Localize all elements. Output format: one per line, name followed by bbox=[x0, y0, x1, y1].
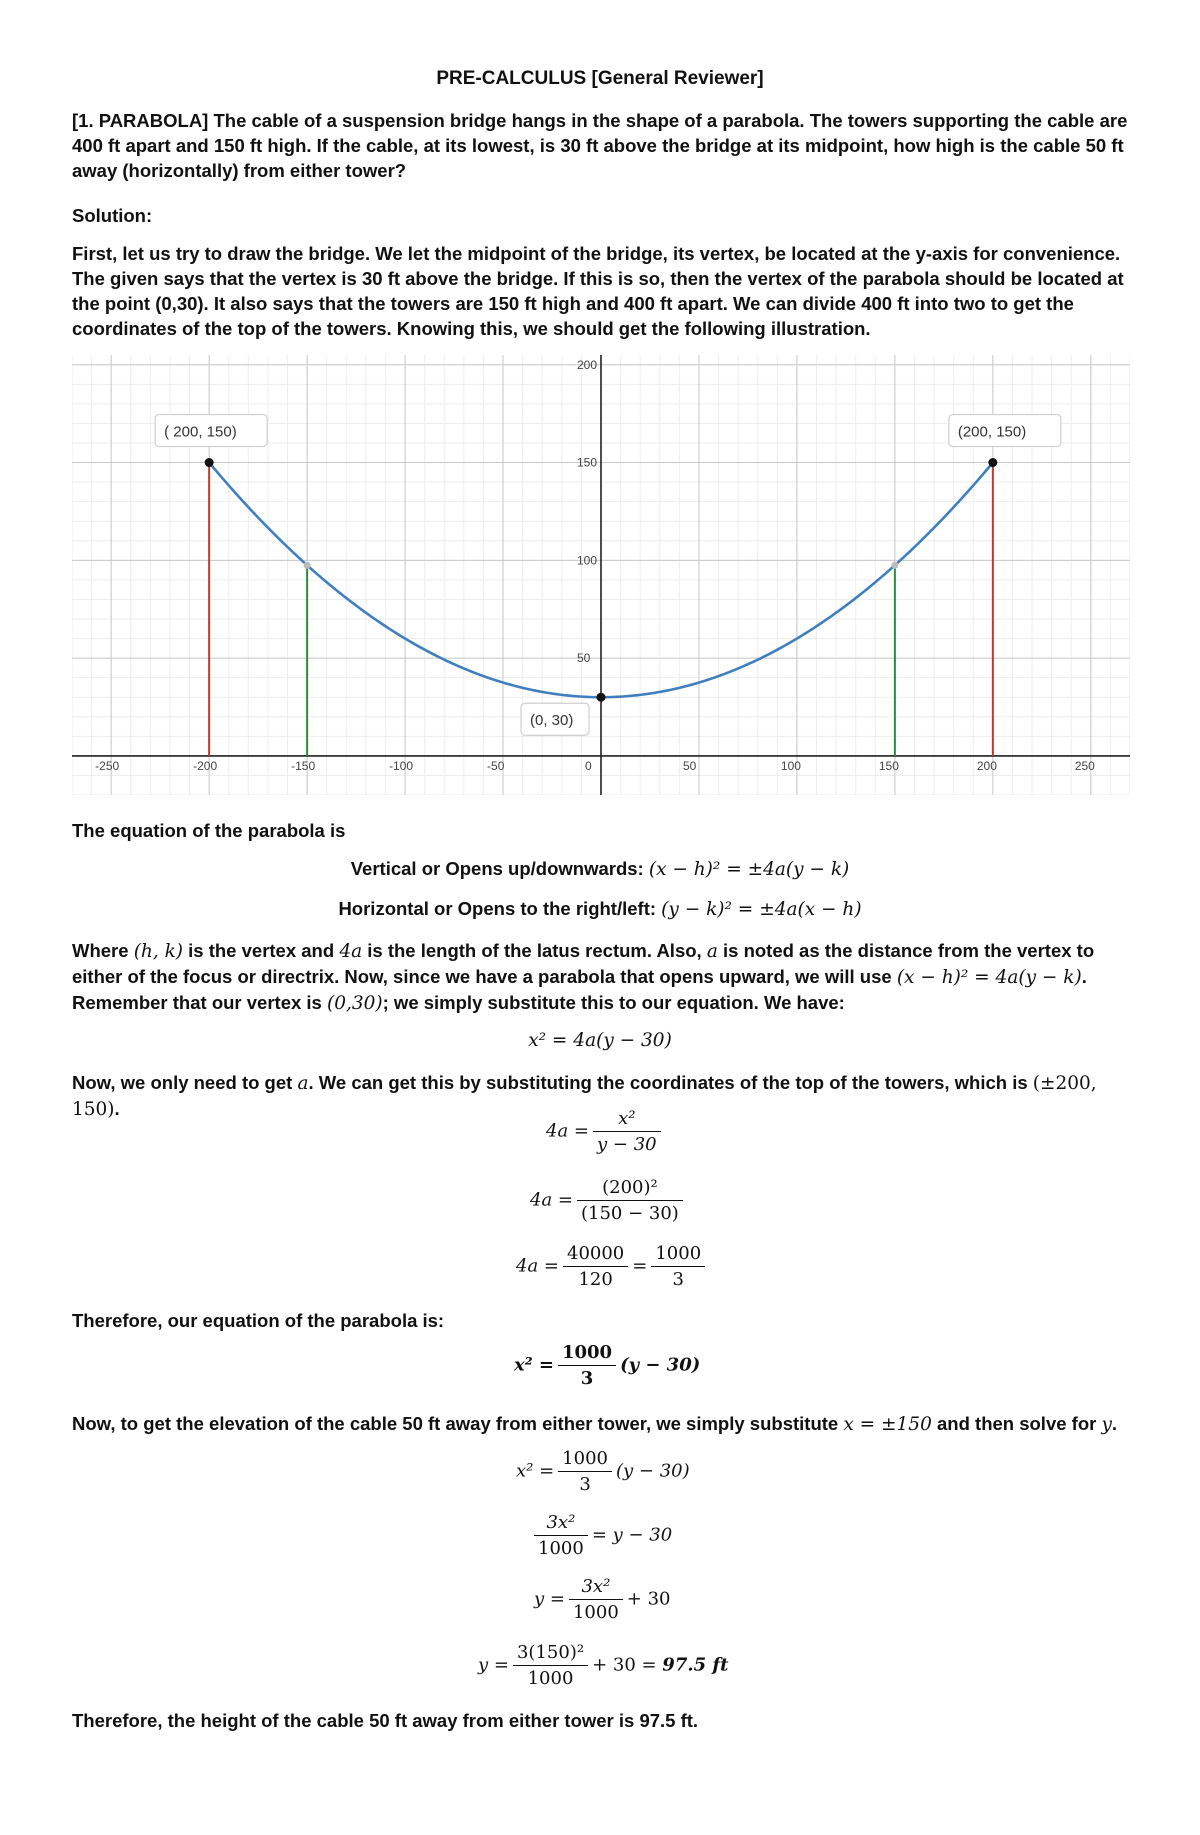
y-tick-label: 50 bbox=[577, 651, 591, 666]
x-tick-label: 50 bbox=[682, 758, 697, 773]
point-label: (200, 150) bbox=[957, 423, 1027, 441]
x-tick-label: -100 bbox=[389, 758, 414, 773]
y-tick-label: 150 bbox=[577, 455, 598, 470]
x-tick-label: 200 bbox=[976, 758, 997, 773]
equation-step-4: y = $\frac{\text{3(150)²}}{1000}$ + 30 = 97.5 ft bbox=[478, 1642, 729, 1689]
horizontal-form bbox=[0, 898, 1200, 920]
x-tick-label: 0 bbox=[585, 758, 592, 773]
final-parabola-equation: x² = $\frac{1000}{3}$ (y − 30) bbox=[514, 1342, 701, 1389]
parabola-chart bbox=[72, 355, 1130, 795]
point-label: (0, 30) bbox=[530, 712, 574, 730]
page-title: PRE-CALCULUS [General Reviewer] bbox=[436, 68, 764, 89]
point-marker bbox=[988, 458, 997, 467]
therefore-equation-label: Therefore, our equation of the parabola is: bbox=[72, 1310, 445, 1331]
vertical-form bbox=[0, 858, 1200, 880]
x-tick-label: 250 bbox=[1074, 758, 1095, 773]
equation-4a-general: 4a = $\frac{\text{x²}}{y - 30}$ bbox=[546, 1108, 665, 1155]
x-tick-label: -150 bbox=[291, 758, 316, 773]
point-label: ( 200, 150) bbox=[164, 423, 237, 441]
intro-paragraph: First, let us try to draw the bridge. We let the midpoint of the bridge, its vertex, be located at the y-axis for convenience. The given says that the vertex is 30 ft above the bridge. If this is so, then the vertex of the parabola should be located at the point (0,30). It also says that the towers are 150 ft high and 400 ft apart. We can divide 400 ft into two to get the coordinates of the top of the towers. Knowing this, we should get the following illustration. bbox=[72, 243, 1124, 339]
x-tick-label: 100 bbox=[780, 758, 801, 773]
equation-intro: The equation of the parabola is bbox=[72, 820, 346, 841]
horizontal-form-equation: (y − k)² = ±4a(x − h) bbox=[661, 899, 862, 920]
vertical-form-label: Vertical or Opens up/downwards: bbox=[350, 858, 649, 879]
equation-4a-value: 4a = $\frac{40000}{120}$ = $\frac{1000}{3}$ bbox=[516, 1243, 709, 1290]
x-tick-label: -50 bbox=[487, 758, 505, 773]
explanation-paragraph: Where (h, k) is the vertex and 4a is the length of the latus rectum. Also, a is noted as the distance from the vertex to either of the focus or directrix. Now, since we have a parabola that opens upward, we will use (x − h)² = 4a(y − k). Remember that our vertex is (0,30); we simply substitute this to our equation. We have: bbox=[72, 940, 1095, 1014]
height-marker bbox=[891, 562, 898, 569]
y-tick-label: 200 bbox=[577, 357, 598, 372]
x-tick-label: -250 bbox=[95, 758, 120, 773]
equation-step-2: $\frac{\text{3x²}}{1000}$ = y − 30 bbox=[530, 1512, 672, 1559]
elevation-paragraph: Now, to get the elevation of the cable 50 ft away from either tower, we simply substitute x = ±150 and then solve for y. bbox=[72, 1413, 1118, 1435]
vertical-form-equation: (x − h)² = ±4a(y − k) bbox=[648, 859, 850, 880]
problem-statement: [1. PARABOLA] The cable of a suspension bridge hangs in the shape of a parabola. The towers supporting the cable are 400 ft apart and 150 ft high. If the cable, at its lowest, is 30 ft above the bridge at its midpoint, how high is the cable 50 ft away (horizontally) from either tower? bbox=[72, 110, 1128, 181]
conclusion: Therefore, the height of the cable 50 ft away from either tower is 97.5 ft. bbox=[72, 1710, 699, 1731]
x-tick-label: 150 bbox=[878, 758, 899, 773]
height-marker bbox=[304, 562, 311, 569]
equation-4a-substituted: 4a = $\frac{\text{(200)²}}{(150 - 30)}$ bbox=[530, 1177, 687, 1224]
substituted-equation: x² = 4a(y − 30) bbox=[528, 1030, 672, 1051]
equation-step-1: x² = $\frac{1000}{3}$ (y − 30) bbox=[516, 1448, 690, 1495]
point-marker bbox=[597, 693, 606, 702]
final-answer: 97.5 ft bbox=[662, 1654, 729, 1676]
y-tick-label: 100 bbox=[577, 553, 598, 568]
equation-step-3: y = $\frac{\text{3x²}}{1000}$ + 30 bbox=[534, 1576, 671, 1623]
solution-label: Solution: bbox=[72, 205, 153, 226]
point-marker bbox=[205, 458, 214, 467]
x-tick-label: -200 bbox=[193, 758, 218, 773]
horizontal-form-label: Horizontal or Opens to the right/left: bbox=[338, 898, 662, 919]
get-a-paragraph: Now, we only need to get a. We can get this by substituting the coordinates of the top of the towers, which is (±200, 150). bbox=[72, 1072, 1097, 1120]
